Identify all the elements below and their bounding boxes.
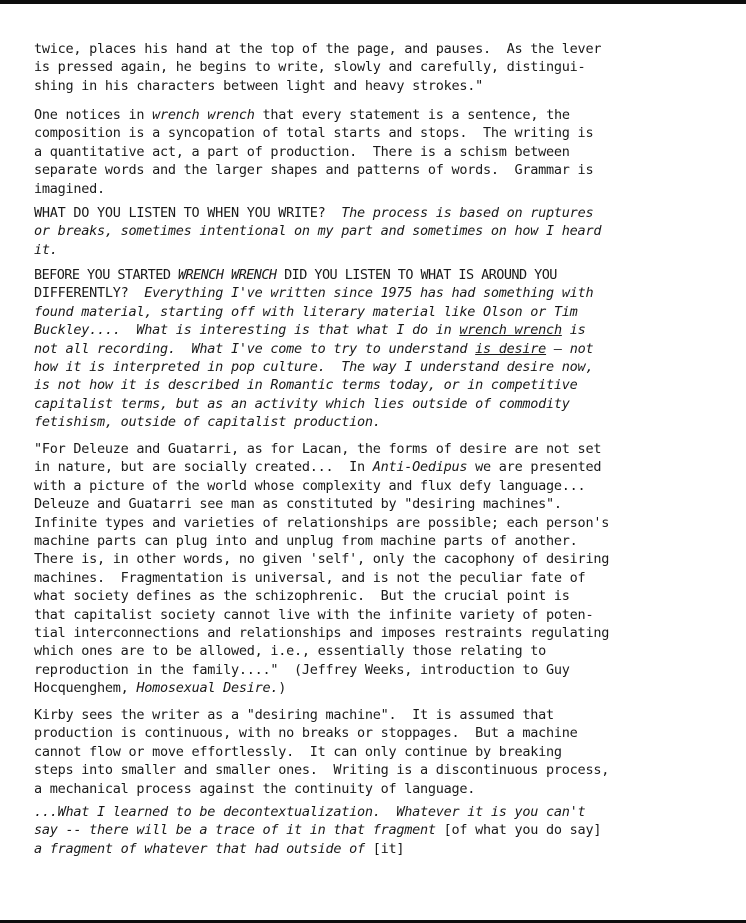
paragraph-decontextualization: [34, 803, 601, 858]
answer-text: not all recording. What I've come to try to understand: [34, 340, 476, 357]
text-run: in nature, but are socially created... In: [34, 459, 373, 476]
text-line: separate words and the larger shapes and patterns of words. Grammar is: [34, 162, 594, 179]
text-line: tial interconnections and relationships and imposes restraints regulating: [34, 625, 610, 642]
text-line: imagined.: [34, 180, 105, 197]
answer-text: found material, starting off with literary material like Olson or Tim: [34, 303, 578, 320]
paragraph-deleuze-quote: [34, 440, 609, 698]
text-line: "For Deleuze and Guatarri, as for Lacan, the forms of desire are not set: [34, 441, 602, 457]
question-text: WHAT DO YOU LISTEN TO WHEN YOU WRITE?: [34, 205, 342, 221]
book-title: Anti-Oedipus: [372, 459, 468, 476]
question-text: DIFFERENTLY?: [34, 285, 145, 302]
answer-text: a fragment of whatever that had outside of: [34, 840, 373, 857]
bracketed-insert: [it]: [372, 840, 405, 857]
text-line: twice, places his hand at the top of the page, and pauses. As the lever: [34, 41, 602, 57]
underlined-phrase: is desire: [475, 340, 547, 357]
text-line: which ones are to be allowed, i.e., essentially those relating to: [34, 643, 547, 660]
underlined-title: wrench wrench: [459, 322, 562, 339]
answer-text: capitalist terms, but as an activity which lies outside of commodity: [34, 395, 570, 412]
answer-text: is: [561, 322, 586, 339]
text-line: Kirby sees the writer as a "desiring machine". It is assumed that: [34, 707, 554, 723]
text-line: composition is a syncopation of total starts and stops. The writing is: [34, 125, 594, 142]
answer-text: is not how it is described in Romantic terms today, or in competitive: [34, 377, 578, 394]
text-line: that capitalist society cannot live with the infinite variety of poten-: [34, 606, 594, 623]
text-line: reproduction in the family...." (Jeffrey Weeks, introduction to Guy: [34, 661, 570, 678]
text-line: production is continuous, with no breaks or stoppages. But a machine: [34, 725, 578, 742]
answer-text: ...What I learned to be decontextualization. Whatever it is you can't: [34, 804, 586, 820]
paragraph-kirby: [34, 706, 609, 798]
answer-text: say -- there will be a trace of it in that fragment: [34, 822, 444, 839]
text-run: ): [278, 680, 287, 697]
text-line: a mechanical process against the continuity of language.: [34, 780, 476, 797]
interview-question-before: [34, 266, 593, 432]
paragraph-quote-end: [34, 40, 601, 95]
text-line: There is, in other words, no given 'self', only the cacophony of desiring: [34, 551, 610, 568]
text-line: what society defines as the schizophrenic. But the crucial point is: [34, 588, 570, 605]
answer-text: or breaks, sometimes intentional on my part and sometimes on how I heard: [34, 223, 602, 240]
bracketed-insert: [of what you do say]: [443, 822, 602, 839]
title-wrench-wrench: wrench wrench: [152, 107, 255, 123]
text-line: steps into smaller and smaller ones. Writing is a discontinuous process,: [34, 762, 610, 779]
answer-text: how it is interpreted in pop culture. The way I understand desire now,: [34, 359, 594, 376]
paragraph-wrench-description: [34, 106, 593, 198]
answer-text: it.: [34, 241, 58, 258]
interview-question-listen: [34, 204, 601, 259]
text-line: Deleuze and Guatarri see man as constituted by "desiring machines".: [34, 496, 562, 513]
answer-text: fetishism, outside of capitalist production.: [34, 414, 381, 431]
text-line: machines. Fragmentation is universal, and is not the peculiar fate of: [34, 569, 586, 586]
question-text: DID YOU LISTEN TO WHAT IS AROUND YOU: [276, 267, 557, 283]
text-line: shing in his characters between light and heavy strokes.": [34, 77, 484, 94]
text-line: with a picture of the world whose complexity and flux defy language...: [34, 477, 586, 494]
answer-text: — not: [546, 340, 594, 357]
text-run: that every statement is a sentence, the: [254, 107, 570, 123]
title-wrench-wrench-caps: WRENCH WRENCH: [177, 267, 277, 283]
text-line: is pressed again, he begins to write, slowly and carefully, distingui-: [34, 59, 586, 76]
text-line: machine parts can plug into and unplug from machine parts of another.: [34, 533, 578, 550]
answer-text: The process is based on ruptures: [341, 205, 594, 221]
text-line: cannot flow or move effortlessly. It can only continue by breaking: [34, 743, 562, 760]
text-line: a quantitative act, a part of production. There is a schism between: [34, 143, 570, 160]
answer-text: Everything I've written since 1975 has had something with: [144, 285, 594, 302]
text-run: One notices in: [34, 107, 153, 123]
text-line: Infinite types and varieties of relationships are possible; each person's: [34, 514, 610, 531]
text-run: we are presented: [467, 459, 602, 476]
book-title: Homosexual Desire.: [136, 680, 279, 697]
answer-text: Buckley.... What is interesting is that what I do in: [34, 322, 460, 339]
question-text: BEFORE YOU STARTED: [34, 267, 178, 283]
scan-edge-top: [0, 0, 746, 4]
text-run: Hocquenghem,: [34, 680, 137, 697]
